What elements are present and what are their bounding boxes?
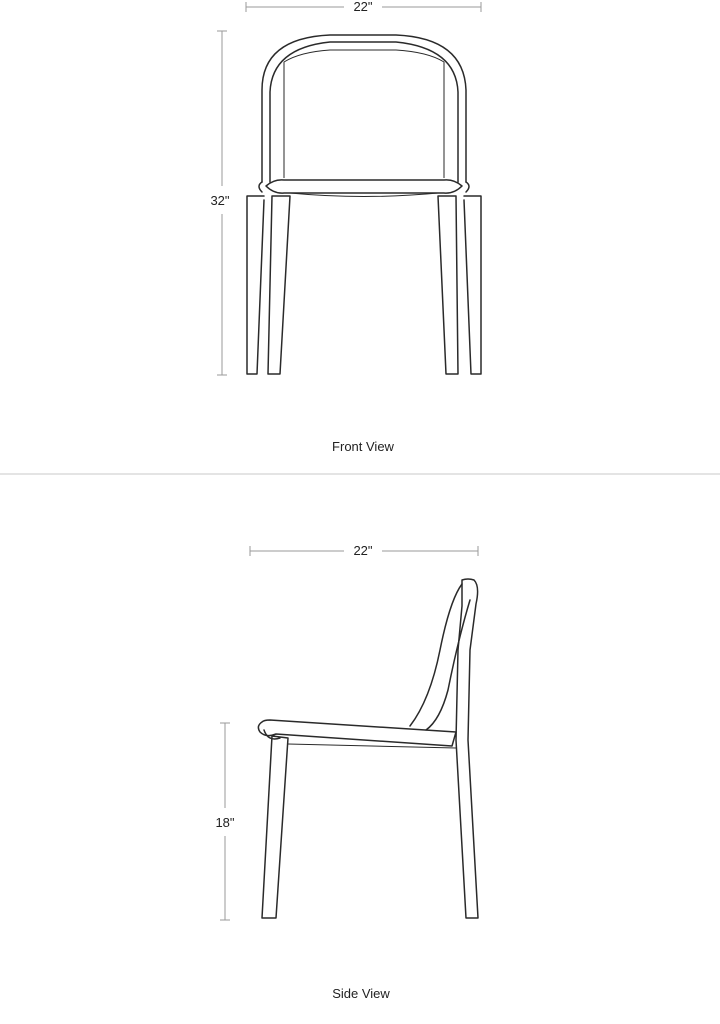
front-leg-left bbox=[268, 196, 290, 374]
back-panel bbox=[284, 50, 444, 178]
side-seat-height-label: 18" bbox=[215, 815, 235, 830]
front-view bbox=[210, 0, 481, 454]
side-seat-height-dimension bbox=[215, 723, 234, 920]
back-frame-outer bbox=[262, 35, 466, 182]
rear-leg-right bbox=[464, 196, 481, 374]
front-width-dimension bbox=[246, 0, 481, 14]
front-leg bbox=[262, 736, 288, 918]
side-view-caption: Side View bbox=[332, 986, 390, 1001]
front-height-label: 32" bbox=[210, 193, 230, 208]
front-width-label: 22" bbox=[353, 0, 373, 14]
side-depth-label: 22" bbox=[353, 543, 373, 558]
backrest-front-curve bbox=[410, 584, 462, 726]
rear-post bbox=[456, 579, 478, 918]
backrest-rear-curve bbox=[426, 600, 470, 730]
chair-side-illustration bbox=[258, 579, 478, 918]
rear-leg-left bbox=[247, 196, 264, 374]
seat-knob-left bbox=[259, 182, 262, 192]
chair-front-illustration bbox=[247, 35, 481, 374]
seat-front-edge bbox=[266, 180, 462, 193]
front-view-caption: Front View bbox=[332, 439, 394, 454]
seat-knob-right bbox=[466, 182, 469, 192]
side-view bbox=[215, 543, 478, 1001]
front-leg-right bbox=[438, 196, 458, 374]
side-depth-dimension bbox=[250, 543, 478, 558]
front-height-dimension bbox=[210, 31, 229, 375]
back-frame-inner bbox=[270, 42, 458, 182]
